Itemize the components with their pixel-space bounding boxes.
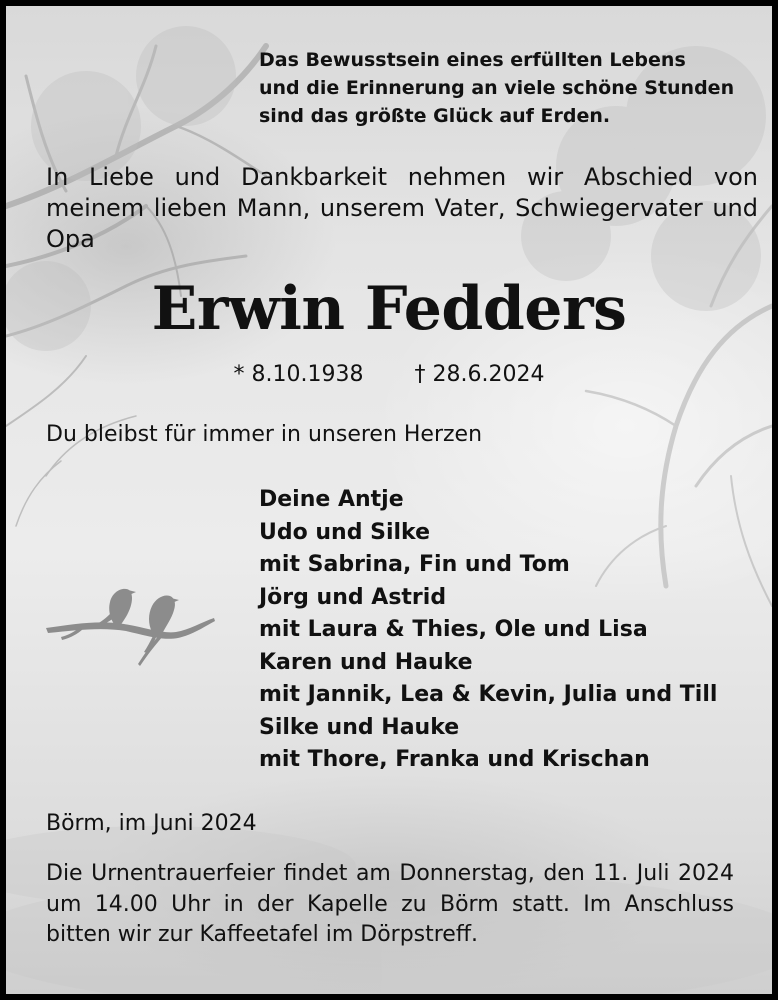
funeral-notice: Die Urnentrauerfeier findet am Donnerstag, den 11. Juli 2024 um 14.00 Uhr in der Kapelle zu Börm statt. Im Anschluss bitten wir zur Kaffeetafel im Dörpstreff. xyxy=(46,861,734,947)
place-and-date: Börm, im Juni 2024 xyxy=(46,811,257,836)
family-list xyxy=(259,484,717,777)
birth-date: * 8.10.1938 xyxy=(233,362,364,387)
family-line: Jörg und Astrid xyxy=(259,584,447,610)
family-line: mit Jannik, Lea & Kevin, Julia und Till xyxy=(259,682,718,707)
family-line: Karen und Hauke xyxy=(259,649,473,675)
family-line: mit Laura & Thies, Ole und Lisa xyxy=(259,617,648,642)
family-line: Deine Antje xyxy=(259,487,404,512)
intro-text: In Liebe und Dankbarkeit nehmen wir Abschied von meinem lieben Mann, unserem Vater, Schwiegervater und Opa xyxy=(46,163,758,253)
family-line: Silke und Hauke xyxy=(259,714,460,740)
life-dates xyxy=(6,362,772,387)
family-line: mit Thore, Franka und Krischan xyxy=(259,747,650,772)
family-line: mit Sabrina, Fin und Tom xyxy=(259,552,570,577)
birds-on-branch-icon xyxy=(44,580,216,676)
family-line: Udo und Silke xyxy=(259,519,431,545)
deceased-name: Erwin Fedders xyxy=(151,274,627,344)
death-date: † 28.6.2024 xyxy=(414,362,545,387)
obituary-card xyxy=(6,6,772,994)
opening-quote: Das Bewusstsein eines erfüllten Lebens und die Erinnerung an viele schöne Stunden sind das größte Glück auf Erden. xyxy=(259,49,735,127)
motto-line: Du bleibst für immer in unseren Herzen xyxy=(46,422,483,447)
